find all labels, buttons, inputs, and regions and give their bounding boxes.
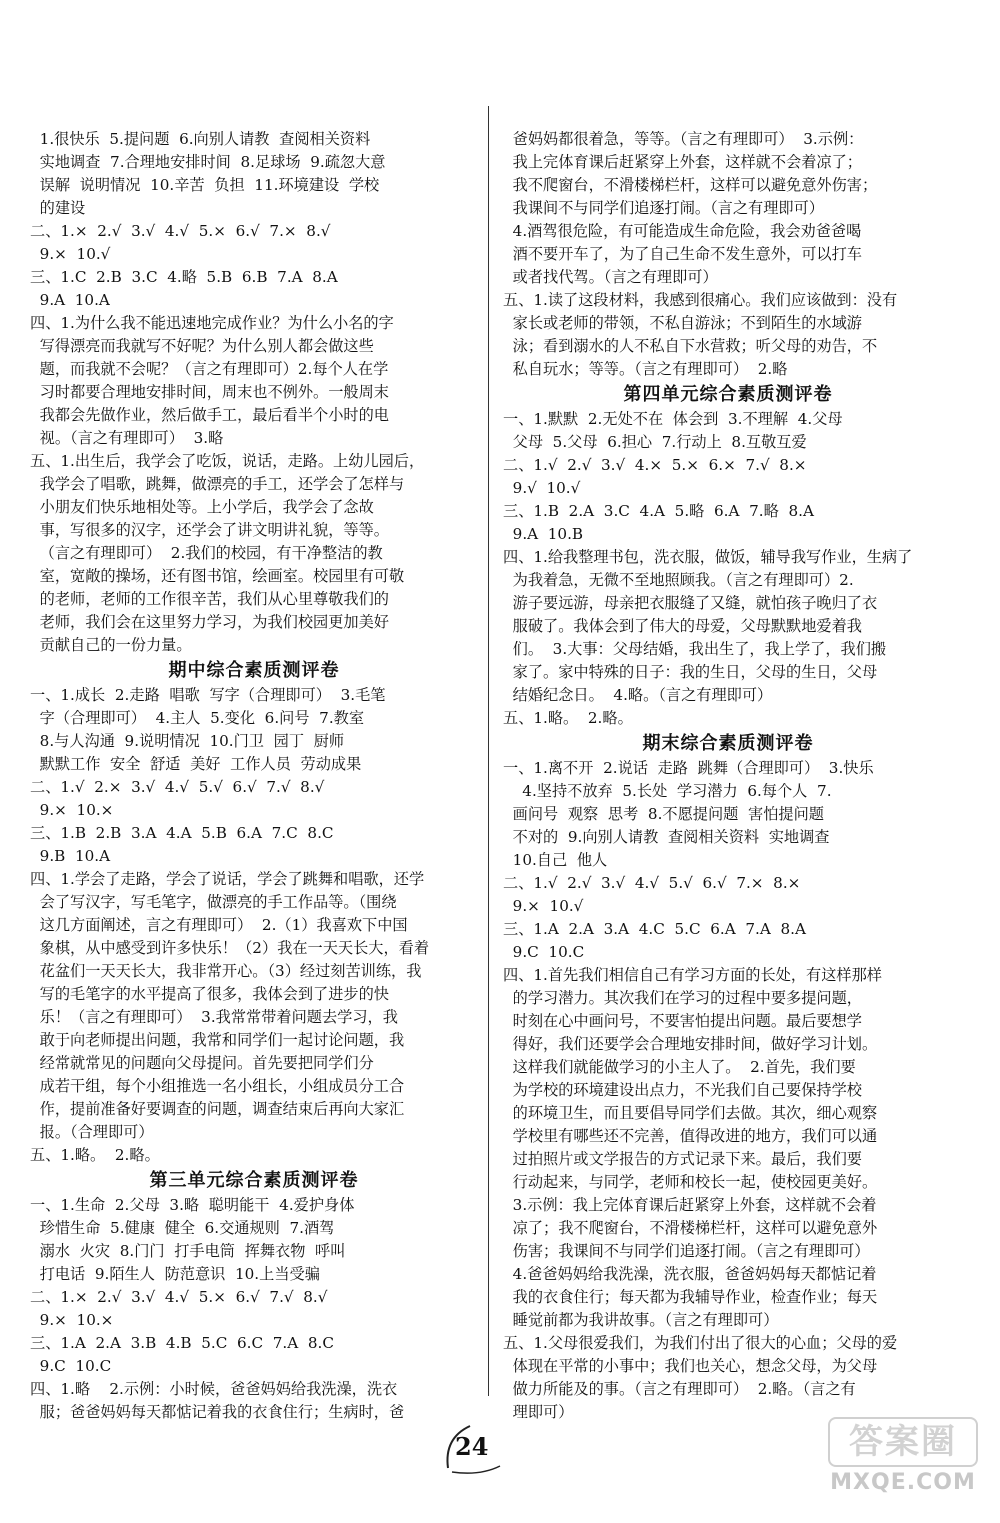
answer-line: 泳；看到溺水的人不私自下水营救；听父母的劝告，不: [503, 337, 878, 355]
answer-line: 我的衣食住行；每天都为我辅导作业，检查作业；每天: [503, 1288, 878, 1306]
answer-line: 们。 3.大事：父母结婚，我出生了，我上学了，我们搬: [503, 640, 887, 658]
answer-line: 9.C 10.C: [30, 1357, 112, 1375]
answer-line: 事，写很多的汉字，还学会了讲文明讲礼貌，等等。: [30, 521, 389, 539]
answer-line: 敢于向老师提出问题，我常和同学们一起讨论问题，我: [30, 1031, 405, 1049]
answer-line: 父母 5.父母 6.担心 7.行动上 8.互敬互爱: [503, 433, 807, 451]
answer-line: 学校里有哪些还不完善，值得改进的地方，我们可以通: [503, 1127, 878, 1145]
answer-line: 10.自己 他人: [503, 851, 608, 869]
answer-line: 服；爸爸妈妈每天都惦记着我的衣食住行；生病时，爸: [30, 1403, 405, 1421]
answer-line: 经常就常见的问题向父母提问。首先要把同学们分: [30, 1054, 374, 1072]
answer-line: 家了。家中特殊的日子：我的生日，父母的生日，父母: [503, 663, 878, 681]
answer-line: 一、1.生命 2.父母 3.略 聪明能干 4.爱护身体: [30, 1196, 355, 1214]
answer-line: 乐！（言之有理即可） 3.我常常带着问题去学习，我: [30, 1008, 398, 1026]
answer-line: 五、1.读了这段材料，我感到很痛心。我们应该做到：没有: [503, 291, 898, 309]
answer-line: 四、1.给我整理书包，洗衣服，做饭，辅导我写作业，生病了: [503, 548, 913, 566]
left-column: [30, 128, 478, 1424]
answer-line: 服破了。我体会到了伟大的母爱，父母默默地爱着我: [503, 617, 862, 635]
answer-line: 成若干组，每个小组推选一名小组长，小组成员分工合: [30, 1077, 405, 1095]
answer-line: 为我着急，无微不至地照顾我。（言之有理即可）2.: [503, 571, 854, 589]
answer-line: 溺水 火灾 8.门门 打手电筒 挥舞衣物 呼叫: [30, 1242, 346, 1260]
answer-line: 这样我们就能做学习的小主人了。 2.首先，我们要: [503, 1058, 856, 1076]
answer-line: 睡觉前都为我讲故事。（言之有理即可）: [503, 1311, 779, 1329]
answer-line: 不对的 9.向别人请教 查阅相关资料 实地调查: [503, 828, 830, 846]
answer-line: 体现在平常的小事中；我们也关心，想念父母，为父母: [503, 1357, 878, 1375]
answer-line: 的学习潜力。其次我们在学习的过程中要多提问题，: [503, 989, 862, 1007]
answer-line: 的环境卫生，而且要倡导同学们去做。其次，细心观察: [503, 1104, 878, 1122]
answer-line: 8.与人沟通 9.说明情况 10.门卫 园丁 厨师: [30, 732, 345, 750]
answer-line: （言之有理即可） 2.我们的校园，有干净整洁的教: [30, 544, 383, 562]
answer-line: 游子要远游，母亲把衣服缝了又缝，就怕孩子晚归了衣: [503, 594, 878, 612]
answer-line: 家长或老师的带领，不私自游泳；不到陌生的水域游: [503, 314, 862, 332]
answer-line: 二、1.√ 2.× 3.√ 4.√ 5.√ 6.√ 7.√ 8.√: [30, 778, 325, 796]
answer-line: 五、1.父母很爱我们，为我们付出了很大的心血；父母的爱: [503, 1334, 898, 1352]
answer-line: 理即可）: [503, 1403, 574, 1421]
answer-line: 四、1.学会了走路，学会了说话，学会了跳舞和唱歌，还学: [30, 870, 425, 888]
section-heading: 第三单元综合素质测评卷: [149, 1170, 359, 1191]
answer-line: 4.爸爸妈妈给我洗澡，洗衣服，爸爸妈妈每天都惦记着: [503, 1265, 877, 1283]
answer-line: 这几方面阐述，言之有理即可） 2.（1）我喜欢下中国: [30, 916, 408, 934]
answer-line: 9.C 10.C: [503, 943, 585, 961]
answer-line: 象棋，从中感受到许多快乐！（2）我在一天天长大，看着: [30, 939, 430, 957]
answer-line: 为学校的环境建设出点力，不光我们自己要保持学校: [503, 1081, 862, 1099]
answer-line: 室，宽敞的操场，还有图书馆，绘画室。校园里有可敬: [30, 567, 405, 585]
answer-line: 的老师，老师的工作很辛苦，我们从心里尊敬我们的: [30, 590, 389, 608]
answer-line: 我都会先做作业，然后做手工，最后看半个小时的电: [30, 406, 389, 424]
answer-line: 酒不要开车了，为了自己生命不发生意外，可以打车: [503, 245, 862, 263]
section-heading: 第四单元综合素质测评卷: [623, 384, 833, 405]
section-heading: 期末综合素质测评卷: [642, 733, 814, 754]
watermark-url: MXQE.COM: [830, 1470, 976, 1495]
answer-line: 凉了；我不爬窗台，不滑楼梯栏杆，这样可以避免意外: [503, 1219, 878, 1237]
answer-line: 4.坚持不放弃 5.长处 学习潜力 6.每个人 7.: [503, 782, 832, 800]
answer-line: 珍惜生命 5.健康 健全 6.交通规则 7.酒驾: [30, 1219, 335, 1237]
answer-line: 二、1.× 2.√ 3.√ 4.√ 5.× 6.√ 7.√ 8.√: [30, 1288, 328, 1306]
answer-line: 误解 说明情况 10.辛苦 负担 11.环境建设 学校: [30, 176, 380, 194]
answer-line: 4.酒驾很危险，有可能造成生命危险，我会劝爸爸喝: [503, 222, 862, 240]
watermark-logo: [828, 1417, 978, 1507]
answer-line: 得好，我们还要学会合理地安排时间，做好学习计划。: [503, 1035, 878, 1053]
answer-line: 画问号 观察 思考 8.不愿提问题 害怕提问题: [503, 805, 824, 823]
answer-line: 老师，我们会在这里努力学习，为我们校园更加美好: [30, 613, 389, 631]
answer-line: 三、1.C 2.B 3.C 4.略 5.B 6.B 7.A 8.A: [30, 268, 338, 286]
answer-line: 默默工作 安全 舒适 美好 工作人员 劳动成果: [30, 755, 362, 773]
answer-line: 花盆们一天天长大，我非常开心。（3）经过刻苦训练，我: [30, 962, 422, 980]
watermark-title: 答案圈: [828, 1417, 978, 1467]
answer-line: 五、1.出生后，我学会了吃饭，说话，走路。上幼儿园后，: [30, 452, 425, 470]
answer-line: 二、1.√ 2.√ 3.√ 4.√ 5.√ 6.√ 7.× 8.×: [503, 874, 801, 892]
answer-line: 9.A 10.B: [503, 525, 584, 543]
answer-line: 小朋友们快乐地相处等。上小学后，我学会了念故: [30, 498, 374, 516]
answer-line: 9.A 10.A: [30, 291, 110, 309]
answer-line: 我不爬窗台，不滑楼梯栏杆，这样可以避免意外伤害；: [503, 176, 878, 194]
answer-line: 三、1.A 2.A 3.A 4.C 5.C 6.A 7.A 8.A: [503, 920, 806, 938]
answer-line: 或者找代驾。（言之有理即可）: [503, 268, 718, 286]
answer-line: 结婚纪念日。 4.略。（言之有理即可）: [503, 686, 773, 704]
answer-line: 视。（言之有理即可） 3.略: [30, 429, 224, 447]
answer-line: 时刻在心中画问号，不要害怕提出问题。最后要想学: [503, 1012, 862, 1030]
answer-line: 私自玩水；等等。（言之有理即可） 2.略: [503, 360, 788, 378]
answer-line: 9.× 10.√: [503, 897, 584, 915]
answer-line: 1.很快乐 5.提问题 6.向别人请教 查阅相关资料: [30, 130, 371, 148]
answer-line: 习时都要合理地安排时间，周末也不例外。一般周末: [30, 383, 389, 401]
answer-line: 三、1.B 2.B 3.A 4.A 5.B 6.A 7.C 8.C: [30, 824, 334, 842]
answer-line: 会了写汉字，写毛笔字，做漂亮的手工作品等。（围绕: [30, 893, 397, 911]
answer-line: 二、1.√ 2.√ 3.√ 4.× 5.× 6.× 7.√ 8.×: [503, 456, 807, 474]
answer-line: 实地调查 7.合理地安排时间 8.足球场 9.疏忽大意: [30, 153, 386, 171]
answer-line: 过拍照片或文学报告的方式记录下来。最后，我们要: [503, 1150, 862, 1168]
answer-line: 的建设: [30, 199, 86, 217]
answer-line: 9.× 10.√: [30, 245, 111, 263]
answer-line: 五、1.略。 2.略。: [30, 1146, 160, 1164]
answer-line: 3.示例：我上完体育课后赶紧穿上外套，这样就不会着: [503, 1196, 877, 1214]
answer-line: 四、1.略 2.示例：小时候，爸爸妈妈给我洗澡，洗衣: [30, 1380, 398, 1398]
answer-line: 二、1.× 2.√ 3.√ 4.√ 5.× 6.√ 7.× 8.√: [30, 222, 331, 240]
answer-line: 一、1.离不开 2.说话 走路 跳舞（合理即可） 3.快乐: [503, 759, 874, 777]
answer-line: 打电话 9.陌生人 防范意识 10.上当受骗: [30, 1265, 320, 1283]
answer-line: 我上完体育课后赶紧穿上外套，这样就不会着凉了；: [503, 153, 862, 171]
right-column: [503, 128, 953, 1424]
answer-line: 贡献自己的一份力量。: [30, 636, 192, 654]
answer-line: 伤害；我课间不与同学们追逐打闹。（言之有理即可）: [503, 1242, 870, 1260]
answer-line: 作，提前准备好要调查的问题，调查结束后再向大家汇: [30, 1100, 405, 1118]
answer-line: 写得漂亮而我就写不好呢？为什么别人都会做这些: [30, 337, 374, 355]
answer-line: 我学会了唱歌，跳舞，做漂亮的手工，还学会了怎样与: [30, 475, 405, 493]
column-divider: [488, 106, 489, 1396]
answer-line: 五、1.略。 2.略。: [503, 709, 633, 727]
answer-line: 9.× 10.×: [30, 801, 114, 819]
answer-line: 9.× 10.×: [30, 1311, 114, 1329]
answer-line: 题，而我就不会呢？（言之有理即可）2.每个人在学: [30, 360, 389, 378]
answer-line: 三、1.A 2.A 3.B 4.B 5.C 6.C 7.A 8.C: [30, 1334, 334, 1352]
answer-line: 爸妈妈都很着急，等等。（言之有理即可） 3.示例：: [503, 130, 864, 148]
answer-line: 报。（合理即可）: [30, 1123, 154, 1141]
answer-line: 9.√ 10.√: [503, 479, 581, 497]
answer-line: 我课间不与同学们追逐打闹。（言之有理即可）: [503, 199, 824, 217]
section-heading: 期中综合素质测评卷: [168, 660, 340, 681]
answer-line: 一、1.成长 2.走路 唱歌 写字（合理即可） 3.毛笔: [30, 686, 386, 704]
page-number: 24: [455, 1432, 489, 1461]
answer-line: 四、1.首先我们相信自己有学习方面的长处，有这样那样: [503, 966, 882, 984]
answer-line: 做力所能及的事。（言之有理即可） 2.略。（言之有: [503, 1380, 856, 1398]
answer-line: 三、1.B 2.A 3.C 4.A 5.略 6.A 7.略 8.A: [503, 502, 814, 520]
answer-line: 字（合理即可） 4.主人 5.变化 6.问号 7.教室: [30, 709, 365, 727]
answer-line: 行动起来，与同学，老师和校长一起，使校园更美好。: [503, 1173, 878, 1191]
answer-line: 写的毛笔字的水平提高了很多，我体会到了进步的快: [30, 985, 389, 1003]
answer-line: 9.B 10.A: [30, 847, 111, 865]
answer-line: 一、1.默默 2.无处不在 体会到 3.不理解 4.父母: [503, 410, 843, 428]
answer-line: 四、1.为什么我不能迅速地完成作业？为什么小名的字: [30, 314, 394, 332]
